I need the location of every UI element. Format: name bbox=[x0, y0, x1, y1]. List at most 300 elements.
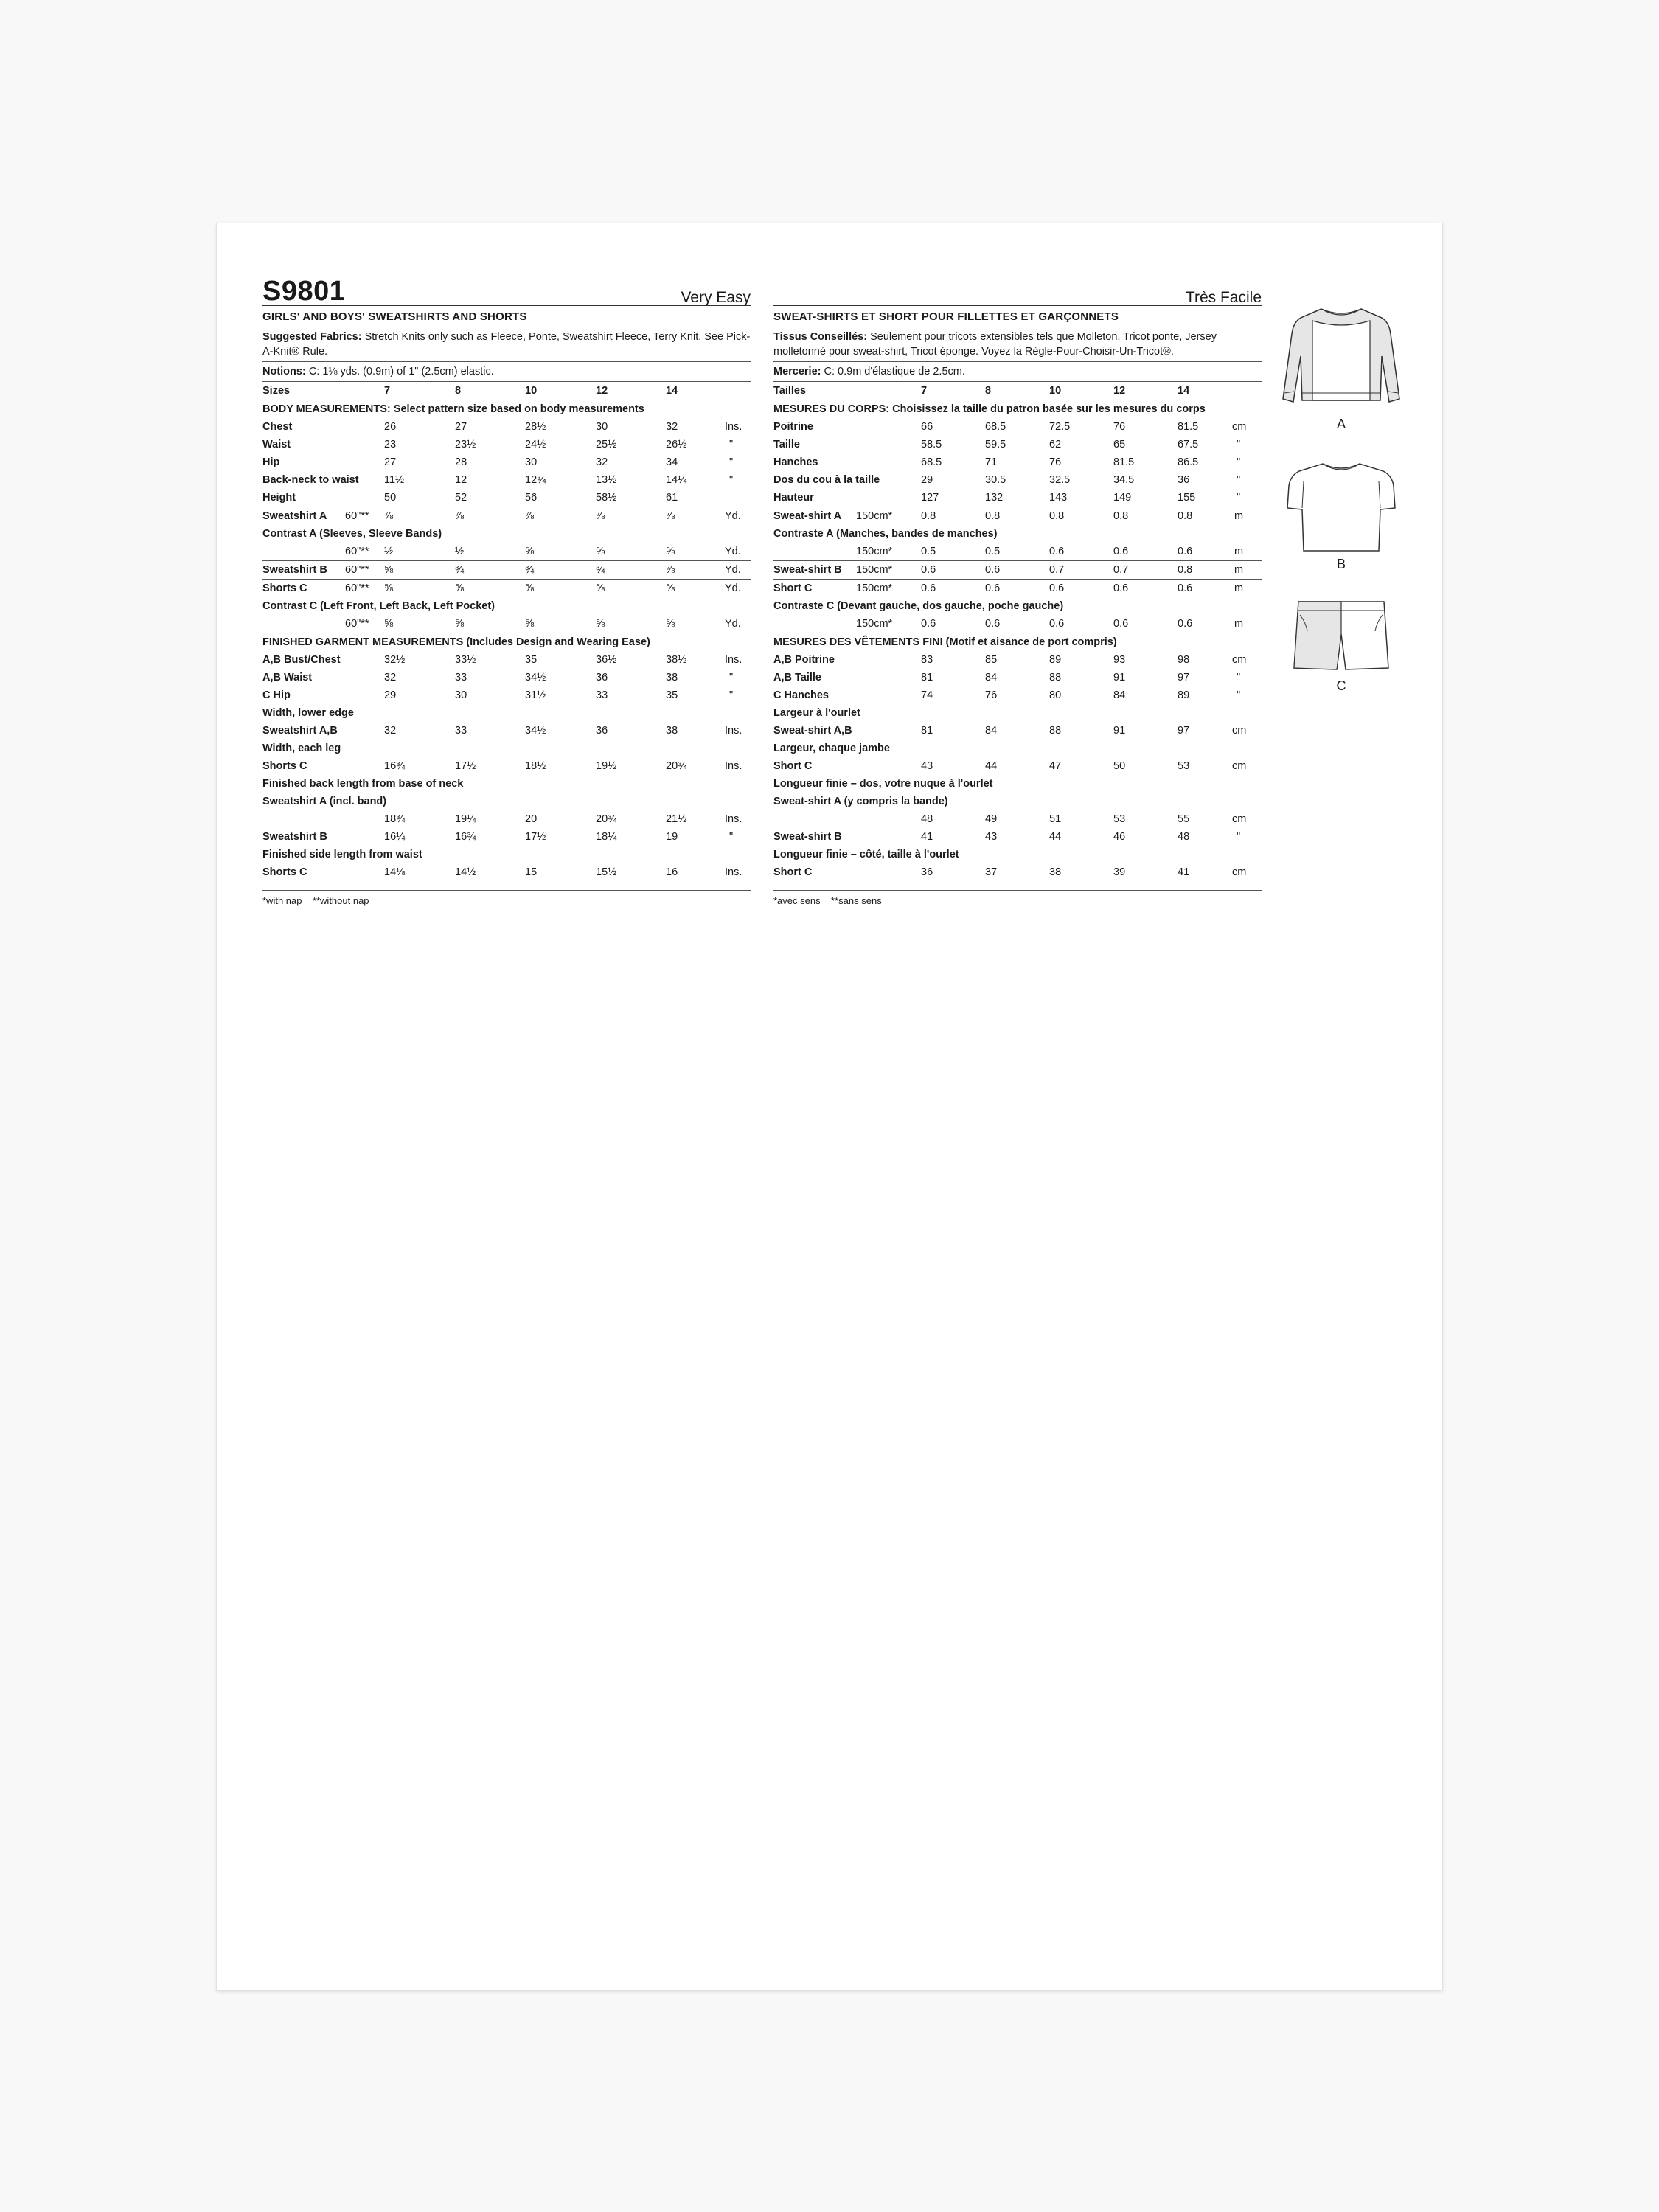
cell: 0.8 bbox=[985, 510, 1001, 522]
cell: 23½ bbox=[455, 439, 476, 451]
cell: ⅞ bbox=[455, 510, 465, 522]
cell: 0.5 bbox=[985, 546, 1001, 557]
cell: ⅞ bbox=[596, 510, 605, 522]
row-label: Chest bbox=[262, 421, 293, 433]
fabric-width: 60"** bbox=[345, 618, 369, 630]
side-length-label: Finished side length from waist bbox=[262, 849, 422, 860]
cell: 20 bbox=[525, 813, 538, 825]
cell: 84 bbox=[1113, 689, 1126, 701]
cell: 72.5 bbox=[1049, 421, 1071, 433]
table-row bbox=[262, 453, 751, 471]
cell: ⅝ bbox=[455, 582, 465, 594]
unit: " bbox=[1237, 439, 1241, 451]
cell: 32.5 bbox=[1049, 474, 1071, 486]
row-label: Sweatshirt B bbox=[262, 831, 327, 843]
cell: 38½ bbox=[666, 654, 687, 666]
cell: ⅝ bbox=[596, 618, 605, 630]
cell: 81.5 bbox=[1178, 421, 1199, 433]
cell: 86.5 bbox=[1178, 456, 1199, 468]
cell: 43 bbox=[985, 831, 998, 843]
table-row bbox=[773, 863, 1262, 881]
row-label: Sweat-shirt A bbox=[773, 510, 842, 522]
cell: ⅝ bbox=[525, 582, 535, 594]
cell: 66 bbox=[921, 421, 933, 433]
row-label: Hanches bbox=[773, 456, 818, 468]
yardage-row bbox=[773, 543, 1262, 560]
row-label: Sweatshirt A bbox=[262, 510, 327, 522]
cell: ⅝ bbox=[384, 618, 394, 630]
unit: " bbox=[729, 456, 734, 468]
cell: ⅞ bbox=[384, 510, 394, 522]
finished-measurements-label: MESURES DES VÊTEMENTS FINI (Motif et aisance de port compris) bbox=[773, 636, 1117, 648]
unit: " bbox=[729, 831, 734, 843]
cell: 28 bbox=[455, 456, 467, 468]
cell: 35 bbox=[666, 689, 678, 701]
cell: 36½ bbox=[596, 654, 617, 666]
table-row bbox=[262, 828, 751, 846]
unit: cm bbox=[1232, 813, 1247, 825]
cell: ⅝ bbox=[596, 546, 605, 557]
cell: 0.6 bbox=[1113, 618, 1129, 630]
width-leg-label: Largeur, chaque jambe bbox=[773, 742, 890, 754]
fabric-width: 150cm* bbox=[856, 582, 893, 594]
cell: 19½ bbox=[596, 760, 617, 772]
unit: Ins. bbox=[725, 866, 742, 878]
cell: 16¼ bbox=[384, 831, 406, 843]
footnote: *avec sens **sans sens bbox=[773, 895, 882, 906]
row-label: C Hanches bbox=[773, 689, 829, 701]
fabric-width: 60"** bbox=[345, 546, 369, 557]
cell: 21½ bbox=[666, 813, 687, 825]
cell: ½ bbox=[384, 546, 394, 557]
sweatshirt-a-drawing bbox=[1279, 305, 1404, 415]
row-label: Height bbox=[262, 492, 296, 504]
yardage-row bbox=[773, 507, 1262, 525]
cell: 37 bbox=[985, 866, 998, 878]
unit: cm bbox=[1232, 421, 1247, 433]
cell: 43 bbox=[921, 760, 933, 772]
cell: 74 bbox=[921, 689, 933, 701]
cell: 76 bbox=[1049, 456, 1062, 468]
cell: 30 bbox=[525, 456, 538, 468]
cell: 14½ bbox=[455, 866, 476, 878]
unit: cm bbox=[1232, 760, 1247, 772]
cell: 23 bbox=[384, 439, 397, 451]
cell: 0.6 bbox=[1113, 582, 1129, 594]
header bbox=[773, 270, 1262, 305]
cell: 89 bbox=[1178, 689, 1190, 701]
cell: 0.6 bbox=[985, 564, 1001, 576]
table-row bbox=[773, 828, 1262, 846]
cell: ½ bbox=[455, 546, 465, 557]
unit: " bbox=[1237, 474, 1241, 486]
unit: cm bbox=[1232, 654, 1247, 666]
cell: 68.5 bbox=[985, 421, 1006, 433]
cell: 32 bbox=[596, 456, 608, 468]
cell: ⅞ bbox=[666, 510, 675, 522]
cell: 143 bbox=[1049, 492, 1068, 504]
cell: ⅝ bbox=[666, 546, 675, 557]
row-label: Shorts C bbox=[262, 866, 307, 878]
cell: 58.5 bbox=[921, 439, 942, 451]
cell: 0.6 bbox=[921, 582, 936, 594]
cell: 0.6 bbox=[1049, 618, 1065, 630]
notions-label: Mercerie: bbox=[773, 366, 821, 378]
cell: 16 bbox=[666, 866, 678, 878]
size: 12 bbox=[596, 385, 608, 397]
table-row bbox=[262, 810, 751, 828]
unit: Ins. bbox=[725, 654, 742, 666]
cell: 19 bbox=[666, 831, 678, 843]
view-c-figure bbox=[1267, 596, 1415, 694]
cell: 0.6 bbox=[921, 618, 936, 630]
cell: 71 bbox=[985, 456, 998, 468]
cell: 44 bbox=[985, 760, 998, 772]
row-label: Short C bbox=[773, 760, 813, 772]
back-length-label: Finished back length from base of neck bbox=[262, 778, 464, 790]
size: 7 bbox=[921, 385, 928, 397]
pattern-envelope-back bbox=[217, 223, 1442, 1990]
yardage-row bbox=[773, 615, 1262, 633]
table-row bbox=[262, 489, 751, 507]
cell: 84 bbox=[985, 672, 998, 684]
cell: 0.8 bbox=[1113, 510, 1129, 522]
unit: cm bbox=[1232, 866, 1247, 878]
sizes-label: Tailles bbox=[773, 385, 807, 397]
back-length-a-label: Sweat-shirt A (y compris la bande) bbox=[773, 796, 948, 807]
suggested-fabrics bbox=[773, 327, 1262, 361]
cell: ¾ bbox=[455, 564, 465, 576]
cell: 26 bbox=[384, 421, 397, 433]
cell: 18¾ bbox=[384, 813, 406, 825]
cell: 35 bbox=[525, 654, 538, 666]
unit: m bbox=[1234, 546, 1244, 557]
cell: 12 bbox=[455, 474, 467, 486]
cell: 32½ bbox=[384, 654, 406, 666]
sizes-row bbox=[262, 382, 751, 400]
row-label: Poitrine bbox=[773, 421, 813, 433]
yardage-row bbox=[262, 543, 751, 560]
unit: Ins. bbox=[725, 760, 742, 772]
finished-measurements-label: FINISHED GARMENT MEASUREMENTS (Includes Design and Wearing Ease) bbox=[262, 636, 650, 648]
view-c-label: C bbox=[1336, 678, 1346, 693]
cell: 33 bbox=[455, 725, 467, 737]
fabric-width: 150cm* bbox=[856, 564, 893, 576]
size: 8 bbox=[455, 385, 462, 397]
cell: 83 bbox=[921, 654, 933, 666]
cell: 50 bbox=[1113, 760, 1126, 772]
cell: 18½ bbox=[525, 760, 546, 772]
unit: " bbox=[1237, 689, 1241, 701]
difficulty: Très Facile bbox=[1185, 289, 1262, 306]
cell: 30.5 bbox=[985, 474, 1006, 486]
cell: 34.5 bbox=[1113, 474, 1135, 486]
cell: 38 bbox=[666, 725, 678, 737]
cell: 44 bbox=[1049, 831, 1062, 843]
notions-text: C: 0.9m d'élastique de 2.5cm. bbox=[824, 366, 965, 378]
cell: 91 bbox=[1113, 672, 1126, 684]
table-row bbox=[262, 669, 751, 686]
unit: " bbox=[729, 689, 734, 701]
unit: " bbox=[1237, 831, 1241, 843]
fabric-width: 60"** bbox=[345, 510, 369, 522]
row-label: Sweat-shirt A,B bbox=[773, 725, 852, 737]
contrast-a-label: Contrast A (Sleeves, Sleeve Bands) bbox=[262, 528, 442, 540]
view-b-label: B bbox=[1336, 557, 1346, 571]
row-label: A,B Poitrine bbox=[773, 654, 835, 666]
cell: 14¼ bbox=[666, 474, 687, 486]
table-row bbox=[262, 436, 751, 453]
view-a-label: A bbox=[1336, 417, 1346, 431]
cell: 0.6 bbox=[1178, 582, 1193, 594]
cell: 97 bbox=[1178, 725, 1190, 737]
unit: Yd. bbox=[725, 618, 741, 630]
cell: 28½ bbox=[525, 421, 546, 433]
row-label: Sweat-shirt B bbox=[773, 831, 842, 843]
cell: 0.6 bbox=[1113, 546, 1129, 557]
unit: Yd. bbox=[725, 510, 741, 522]
row-label: Short C bbox=[773, 582, 813, 594]
fabrics-label: Suggested Fabrics: bbox=[262, 331, 362, 343]
cell: 76 bbox=[985, 689, 998, 701]
fabric-width: 150cm* bbox=[856, 510, 893, 522]
cell: 0.8 bbox=[1049, 510, 1065, 522]
cell: 48 bbox=[1178, 831, 1190, 843]
notions bbox=[773, 362, 1262, 381]
cell: 15½ bbox=[596, 866, 617, 878]
cell: 0.8 bbox=[921, 510, 936, 522]
fabrics-text: Seulement pour tricots extensibles tels que Molleton, Tricot ponte, Jersey molletonné pour sweat-shirt, Tricot éponge. Voyez la Règle-Pour-Choisir-Un-Tricot®. bbox=[773, 331, 1217, 358]
view-a-figure bbox=[1267, 305, 1415, 432]
cell: 46 bbox=[1113, 831, 1126, 843]
cell: 55 bbox=[1178, 813, 1190, 825]
cell: 56 bbox=[525, 492, 538, 504]
table-row bbox=[262, 757, 751, 775]
cell: ¾ bbox=[525, 564, 535, 576]
table-row bbox=[262, 863, 751, 881]
cell: 32 bbox=[666, 421, 678, 433]
row-label: Hauteur bbox=[773, 492, 814, 504]
yardage-row bbox=[773, 561, 1262, 579]
cell: 97 bbox=[1178, 672, 1190, 684]
cell: 47 bbox=[1049, 760, 1062, 772]
back-length-label: Longueur finie – dos, votre nuque à l'ourlet bbox=[773, 778, 993, 790]
row-label: A,B Taille bbox=[773, 672, 821, 684]
cell: 58½ bbox=[596, 492, 617, 504]
unit: " bbox=[1237, 456, 1241, 468]
contrast-a-label: Contraste A (Manches, bandes de manches) bbox=[773, 528, 998, 540]
pattern-title: SWEAT-SHIRTS ET SHORT POUR FILLETTES ET GARÇONNETS bbox=[773, 310, 1119, 323]
cell: ⅝ bbox=[666, 618, 675, 630]
cell: 19¼ bbox=[455, 813, 476, 825]
unit: " bbox=[729, 474, 734, 486]
row-label: Hip bbox=[262, 456, 280, 468]
difficulty: Very Easy bbox=[681, 289, 751, 306]
unit: " bbox=[1237, 672, 1241, 684]
table-row bbox=[773, 453, 1262, 471]
cell: 13½ bbox=[596, 474, 617, 486]
cell: 36 bbox=[921, 866, 933, 878]
yardage-row bbox=[773, 580, 1262, 597]
cell: 51 bbox=[1049, 813, 1062, 825]
cell: 15 bbox=[525, 866, 538, 878]
fabrics-text: Stretch Knits only such as Fleece, Ponte, Sweatshirt Fleece, Terry Knit. See Pick-A-Knit® Rule. bbox=[262, 331, 751, 358]
unit: " bbox=[729, 672, 734, 684]
yardage-row bbox=[262, 507, 751, 525]
cell: 85 bbox=[985, 654, 998, 666]
cell: ⅝ bbox=[525, 546, 535, 557]
yardage-row bbox=[262, 580, 751, 597]
size: 10 bbox=[525, 385, 538, 397]
cell: 39 bbox=[1113, 866, 1126, 878]
cell: 80 bbox=[1049, 689, 1062, 701]
notions bbox=[262, 362, 751, 381]
size: 8 bbox=[985, 385, 992, 397]
table-row bbox=[773, 722, 1262, 740]
cell: 81 bbox=[921, 725, 933, 737]
row-label: Shorts C bbox=[262, 582, 307, 594]
yardage-row bbox=[262, 561, 751, 579]
cell: 34½ bbox=[525, 725, 546, 737]
table-row bbox=[773, 436, 1262, 453]
row-label: A,B Waist bbox=[262, 672, 313, 684]
cell: 27 bbox=[455, 421, 467, 433]
unit: Ins. bbox=[725, 813, 742, 825]
shorts-c-drawing bbox=[1290, 596, 1393, 677]
cell: 32 bbox=[384, 672, 397, 684]
cell: 0.7 bbox=[1049, 564, 1065, 576]
fabric-width: 150cm* bbox=[856, 618, 893, 630]
width-lower-label: Width, lower edge bbox=[262, 707, 354, 719]
row-label: A,B Bust/Chest bbox=[262, 654, 341, 666]
cell: 76 bbox=[1113, 421, 1126, 433]
table-row bbox=[262, 418, 751, 436]
contrast-c-label: Contraste C (Devant gauche, dos gauche, poche gauche) bbox=[773, 600, 1064, 612]
table-row bbox=[262, 471, 751, 489]
cell: 52 bbox=[455, 492, 467, 504]
suggested-fabrics bbox=[262, 327, 751, 361]
cell: 84 bbox=[985, 725, 998, 737]
cell: 132 bbox=[985, 492, 1004, 504]
table-row bbox=[262, 722, 751, 740]
unit: cm bbox=[1232, 725, 1247, 737]
table-row bbox=[262, 651, 751, 669]
cell: 33½ bbox=[455, 654, 476, 666]
cell: 12¾ bbox=[525, 474, 546, 486]
notions-text: C: 1⅛ yds. (0.9m) of 1" (2.5cm) elastic. bbox=[308, 366, 494, 378]
contrast-c-label: Contrast C (Left Front, Left Back, Left Pocket) bbox=[262, 600, 495, 612]
table-row bbox=[773, 489, 1262, 507]
cell: 33 bbox=[455, 672, 467, 684]
english-column bbox=[262, 270, 751, 906]
cell: 0.6 bbox=[1049, 582, 1065, 594]
cell: 49 bbox=[985, 813, 998, 825]
cell: 81.5 bbox=[1113, 456, 1135, 468]
cell: 68.5 bbox=[921, 456, 942, 468]
body-measurements-label: MESURES DU CORPS: Choisissez la taille du patron basée sur les mesures du corps bbox=[773, 403, 1206, 415]
cell: 53 bbox=[1178, 760, 1190, 772]
pattern-code: S9801 bbox=[262, 276, 346, 307]
table-row bbox=[773, 471, 1262, 489]
cell: ⅞ bbox=[666, 564, 675, 576]
cell: 0.6 bbox=[985, 618, 1001, 630]
row-label: Short C bbox=[773, 866, 813, 878]
cell: 53 bbox=[1113, 813, 1126, 825]
cell: 38 bbox=[666, 672, 678, 684]
size: 14 bbox=[1178, 385, 1190, 397]
cell: 32 bbox=[384, 725, 397, 737]
notions-label: Notions: bbox=[262, 366, 306, 378]
cell: 65 bbox=[1113, 439, 1126, 451]
cell: 98 bbox=[1178, 654, 1190, 666]
table-row bbox=[773, 686, 1262, 704]
row-label: Shorts C bbox=[262, 760, 307, 772]
back-length-a-label: Sweatshirt A (incl. band) bbox=[262, 796, 387, 807]
unit: Ins. bbox=[725, 725, 742, 737]
width-leg-label: Width, each leg bbox=[262, 742, 341, 754]
cell: 0.6 bbox=[1178, 546, 1193, 557]
cell: 48 bbox=[921, 813, 933, 825]
cell: 0.8 bbox=[1178, 510, 1193, 522]
cell: 149 bbox=[1113, 492, 1132, 504]
cell: 17½ bbox=[525, 831, 546, 843]
table-row bbox=[773, 757, 1262, 775]
cell: 26½ bbox=[666, 439, 687, 451]
cell: 11½ bbox=[384, 474, 405, 486]
sweatshirt-b-drawing bbox=[1286, 459, 1397, 555]
cell: 18¼ bbox=[596, 831, 617, 843]
row-label: C Hip bbox=[262, 689, 291, 701]
cell: 0.5 bbox=[921, 546, 936, 557]
row-label: Waist bbox=[262, 439, 291, 451]
cell: 0.6 bbox=[1178, 618, 1193, 630]
width-lower-label: Largeur à l'ourlet bbox=[773, 707, 860, 719]
cell: 88 bbox=[1049, 672, 1062, 684]
cell: 0.6 bbox=[1049, 546, 1065, 557]
unit: m bbox=[1234, 564, 1244, 576]
table-row bbox=[773, 418, 1262, 436]
cell: 20¾ bbox=[666, 760, 687, 772]
cell: ⅝ bbox=[384, 582, 394, 594]
cell: 81 bbox=[921, 672, 933, 684]
unit: m bbox=[1234, 510, 1244, 522]
cell: 14⅛ bbox=[384, 866, 406, 878]
cell: 91 bbox=[1113, 725, 1126, 737]
cell: 89 bbox=[1049, 654, 1062, 666]
cell: 30 bbox=[596, 421, 608, 433]
cell: 36 bbox=[596, 725, 608, 737]
cell: 33 bbox=[596, 689, 608, 701]
cell: ¾ bbox=[596, 564, 605, 576]
fabric-width: 60"** bbox=[345, 582, 369, 594]
unit: " bbox=[1237, 492, 1241, 504]
view-b-figure bbox=[1267, 459, 1415, 572]
unit: " bbox=[729, 439, 734, 451]
size: 12 bbox=[1113, 385, 1126, 397]
cell: 62 bbox=[1049, 439, 1062, 451]
size: 14 bbox=[666, 385, 678, 397]
size: 10 bbox=[1049, 385, 1062, 397]
unit: m bbox=[1234, 582, 1244, 594]
row-label: Taille bbox=[773, 439, 800, 451]
cell: 127 bbox=[921, 492, 939, 504]
cell: 59.5 bbox=[985, 439, 1006, 451]
row-label: Back-neck to waist bbox=[262, 474, 359, 486]
row-label: Sweatshirt A,B bbox=[262, 725, 338, 737]
cell: 24½ bbox=[525, 439, 546, 451]
side-length-label: Longueur finie – côté, taille à l'ourlet bbox=[773, 849, 959, 860]
cell: 16¾ bbox=[455, 831, 476, 843]
